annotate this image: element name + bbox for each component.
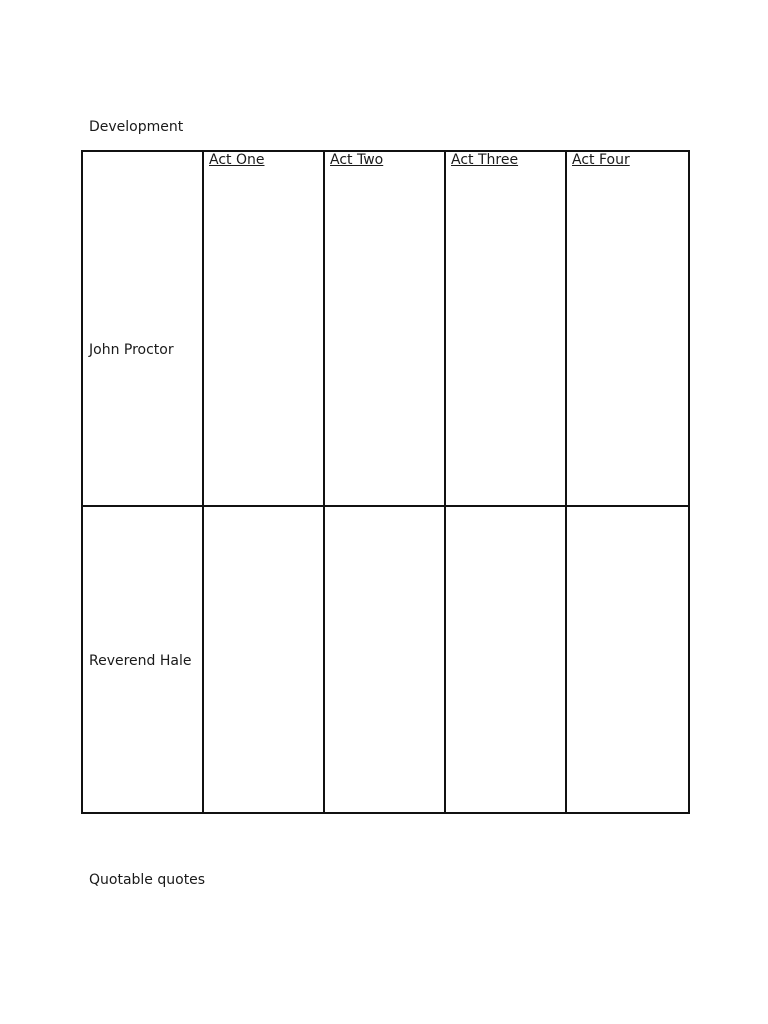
table-row: [82, 506, 689, 813]
act-one-cell: [203, 151, 324, 506]
act-three-header: Act Three: [451, 152, 519, 168]
character-label: John Proctor: [89, 341, 174, 358]
act-one-header: Act One: [209, 152, 265, 168]
act-four-header: Act Four: [572, 152, 630, 168]
act-three-cell: [445, 151, 566, 506]
development-heading: Development: [89, 119, 184, 135]
act-two-header: Act Two: [330, 152, 384, 168]
act-two-cell: [324, 506, 445, 813]
development-table: [81, 150, 690, 814]
act-two-cell: [324, 151, 445, 506]
act-four-cell: [566, 151, 689, 506]
table-row: [82, 151, 689, 506]
act-one-cell: [203, 506, 324, 813]
character-cell: [82, 506, 203, 813]
character-cell: [82, 151, 203, 506]
act-three-cell: [445, 506, 566, 813]
character-label: Reverend Hale: [89, 652, 192, 669]
act-four-cell: [566, 506, 689, 813]
quotes-heading: Quotable quotes: [89, 872, 206, 888]
